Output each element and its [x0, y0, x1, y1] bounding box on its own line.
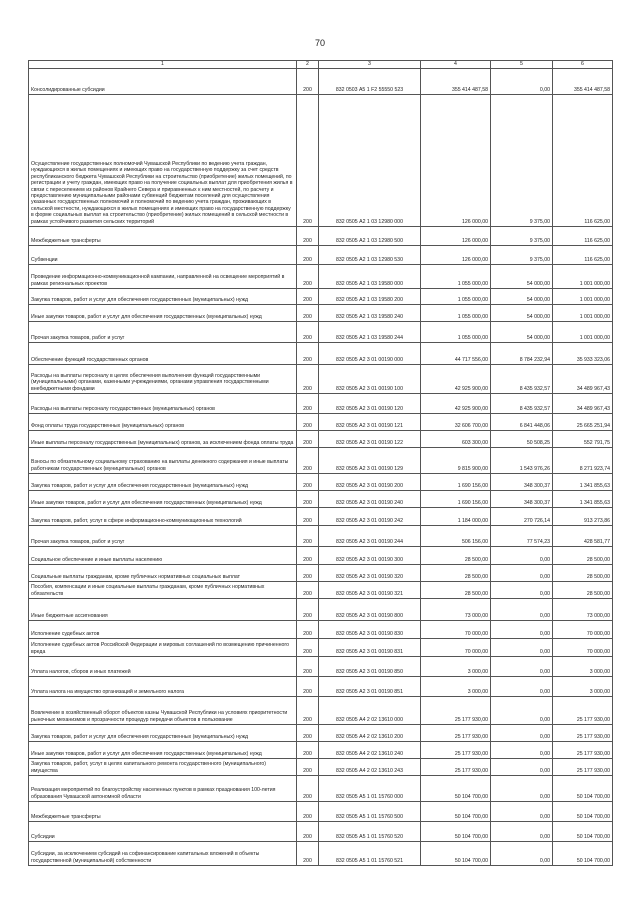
row-executed-cell: 8 435 932,57 — [491, 394, 553, 414]
row-executed-cell: 54 000,00 — [491, 322, 553, 343]
row-kbk-cell: 832 0505 А4 2 02 13610 200 — [319, 725, 421, 742]
row-name-cell: Закупка товаров, работ, услуг в целях капитального ремонта государственного (муниципального) имущества — [29, 759, 297, 776]
row-remainder-cell: 50 104 700,00 — [553, 842, 613, 866]
row-name-cell: Субсидии, за исключением субсидий на софинансирование капитальных вложений в объекты государственной (муниципальной) собственности — [29, 842, 297, 866]
row-code-cell: 200 — [297, 508, 319, 526]
row-code-cell: 200 — [297, 725, 319, 742]
row-plan-cell: 28 500,00 — [421, 582, 491, 599]
row-plan-cell: 126 000,00 — [421, 227, 491, 246]
table-row — [29, 474, 613, 491]
row-kbk-cell: 832 0505 А2 3 01 00190 851 — [319, 677, 421, 697]
header-cell: 1 — [29, 61, 297, 69]
row-name-cell: Субсидии — [29, 822, 297, 842]
row-name-cell: Уплата налогов, сборов и иных платежей — [29, 657, 297, 677]
row-executed-cell: 0,00 — [491, 582, 553, 599]
row-remainder-cell: 25 177 930,00 — [553, 697, 613, 725]
table-row — [29, 725, 613, 742]
row-kbk-cell: 832 0505 А2 3 01 00190 242 — [319, 508, 421, 526]
row-executed-cell: 50 508,25 — [491, 431, 553, 448]
row-remainder-cell: 73 000,00 — [553, 599, 613, 621]
row-remainder-cell: 25 177 930,00 — [553, 725, 613, 742]
row-remainder-cell: 1 341 855,63 — [553, 474, 613, 491]
row-executed-cell: 54 000,00 — [491, 265, 553, 289]
table-row — [29, 565, 613, 582]
row-code-cell: 200 — [297, 69, 319, 95]
row-code-cell: 200 — [297, 565, 319, 582]
row-plan-cell: 126 000,00 — [421, 95, 491, 227]
row-executed-cell: 0,00 — [491, 657, 553, 677]
row-kbk-cell: 832 0505 А2 1 03 19580 244 — [319, 322, 421, 343]
row-remainder-cell: 34 489 967,43 — [553, 394, 613, 414]
row-name-cell: Межбюджетные трансферты — [29, 227, 297, 246]
row-executed-cell: 0,00 — [491, 742, 553, 759]
row-plan-cell: 3 000,00 — [421, 657, 491, 677]
row-plan-cell: 42 925 900,00 — [421, 394, 491, 414]
table-row — [29, 508, 613, 526]
row-code-cell: 200 — [297, 759, 319, 776]
row-remainder-cell: 116 625,00 — [553, 246, 613, 265]
table-row — [29, 289, 613, 305]
row-code-cell: 200 — [297, 227, 319, 246]
table-row — [29, 491, 613, 508]
row-executed-cell: 77 574,23 — [491, 526, 553, 547]
row-remainder-cell: 28 500,00 — [553, 582, 613, 599]
row-remainder-cell: 1 001 000,00 — [553, 265, 613, 289]
table-row — [29, 742, 613, 759]
row-name-cell: Иные выплаты персоналу государственных (муниципальных) органов, за исключением фонда оплаты труда — [29, 431, 297, 448]
row-kbk-cell: 832 0505 А2 3 01 00190 830 — [319, 621, 421, 639]
row-executed-cell: 0,00 — [491, 599, 553, 621]
row-code-cell: 200 — [297, 657, 319, 677]
row-kbk-cell: 832 0505 А2 3 01 00190 831 — [319, 639, 421, 657]
table-row — [29, 414, 613, 431]
row-kbk-cell: 832 0505 А2 3 01 00190 300 — [319, 547, 421, 565]
row-plan-cell: 70 000,00 — [421, 621, 491, 639]
row-name-cell: Расходы на выплаты персоналу государственных (муниципальных) органов — [29, 394, 297, 414]
row-plan-cell: 603 300,00 — [421, 431, 491, 448]
row-executed-cell: 54 000,00 — [491, 289, 553, 305]
row-executed-cell: 54 000,00 — [491, 305, 553, 322]
row-remainder-cell: 1 341 855,63 — [553, 491, 613, 508]
row-remainder-cell: 35 933 323,06 — [553, 343, 613, 365]
row-code-cell: 200 — [297, 365, 319, 394]
row-plan-cell: 50 104 700,00 — [421, 776, 491, 802]
row-kbk-cell: 832 0505 А2 1 03 19580 240 — [319, 305, 421, 322]
row-executed-cell: 0,00 — [491, 639, 553, 657]
row-remainder-cell: 50 104 700,00 — [553, 802, 613, 822]
row-remainder-cell: 552 791,75 — [553, 431, 613, 448]
row-code-cell: 200 — [297, 431, 319, 448]
row-kbk-cell: 832 0505 А2 3 01 00190 244 — [319, 526, 421, 547]
header-cell: 2 — [297, 61, 319, 69]
row-executed-cell: 9 375,00 — [491, 227, 553, 246]
row-executed-cell: 348 300,37 — [491, 474, 553, 491]
row-code-cell: 200 — [297, 621, 319, 639]
row-code-cell: 200 — [297, 474, 319, 491]
table-row — [29, 776, 613, 802]
row-name-cell: Исполнение судебных актов Российской Федерации и мировых соглашений по возмещению причиненного вреда — [29, 639, 297, 657]
row-executed-cell: 0,00 — [491, 842, 553, 866]
row-plan-cell: 25 177 930,00 — [421, 759, 491, 776]
row-plan-cell: 25 177 930,00 — [421, 697, 491, 725]
table-row — [29, 697, 613, 725]
row-plan-cell: 32 606 700,00 — [421, 414, 491, 431]
row-executed-cell: 0,00 — [491, 725, 553, 742]
row-code-cell: 200 — [297, 394, 319, 414]
budget-table — [28, 60, 613, 866]
row-plan-cell: 50 104 700,00 — [421, 822, 491, 842]
row-kbk-cell: 832 0505 А5 1 01 15760 520 — [319, 822, 421, 842]
row-code-cell: 200 — [297, 526, 319, 547]
row-kbk-cell: 832 0503 А5 1 F2 55550 523 — [319, 69, 421, 95]
row-kbk-cell: 832 0505 А2 1 03 12980 000 — [319, 95, 421, 227]
row-code-cell: 200 — [297, 802, 319, 822]
row-name-cell: Консолидированные субсидии — [29, 69, 297, 95]
row-name-cell: Фонд оплаты труда государственных (муниципальных) органов — [29, 414, 297, 431]
row-name-cell: Реализация мероприятий по благоустройству населенных пунктов в рамках празднования 100-летия образования Чувашской автономной области — [29, 776, 297, 802]
row-kbk-cell: 832 0505 А4 2 02 13610 240 — [319, 742, 421, 759]
header-row — [29, 61, 613, 69]
table-row — [29, 802, 613, 822]
row-kbk-cell: 832 0505 А5 1 01 15760 500 — [319, 802, 421, 822]
row-kbk-cell: 832 0505 А2 1 03 12980 530 — [319, 246, 421, 265]
row-kbk-cell: 832 0505 А2 3 01 00190 100 — [319, 365, 421, 394]
row-remainder-cell: 1 001 000,00 — [553, 305, 613, 322]
row-executed-cell: 8 435 932,57 — [491, 365, 553, 394]
row-plan-cell: 3 000,00 — [421, 677, 491, 697]
row-remainder-cell: 70 000,00 — [553, 639, 613, 657]
row-name-cell: Осуществление государственных полномочий Чувашской Республики по ведению учета граждан, нуждающихся в жилых помещениях и имеющих право на государственную поддержку за счет средств республиканского бюджета Чувашской Республики на строительство (приобретение) жилых помещений, по регистрации и учету граждан, имеющих право на получение социальных выплат для приобретения жилья в связи с переселением из районов Крайнего Севера и приравненных к ним местностей, по расчету и предоставлению муниципальными районами субвенций бюджетам поселений для осуществления указанных государственных полномочий и полномочий по ведению учета граждан, проживающих в сельской местности, нуждающихся в жилых помещениях и имеющих право на государственную поддержку в форме социальных выплат на строительство (приобретение) жилых помещений в сельской местности в рамках устойчивого развития сельских территорий — [29, 95, 297, 227]
table-row — [29, 95, 613, 227]
header-cell: 4 — [421, 61, 491, 69]
table-row — [29, 365, 613, 394]
row-kbk-cell: 832 0505 А2 3 01 00190 240 — [319, 491, 421, 508]
row-kbk-cell: 832 0505 А4 2 02 13610 243 — [319, 759, 421, 776]
row-remainder-cell: 25 177 930,00 — [553, 759, 613, 776]
row-code-cell: 200 — [297, 322, 319, 343]
row-name-cell: Социальные выплаты гражданам, кроме публичных нормативных социальных выплат — [29, 565, 297, 582]
table-row — [29, 394, 613, 414]
row-plan-cell: 9 815 900,00 — [421, 448, 491, 474]
row-remainder-cell: 3 000,00 — [553, 677, 613, 697]
row-remainder-cell: 116 625,00 — [553, 95, 613, 227]
table-row — [29, 677, 613, 697]
row-name-cell: Проведение информационно-коммуникационной кампании, направленной на освещение мероприятий в рамках региональных проектов — [29, 265, 297, 289]
table-row — [29, 69, 613, 95]
row-name-cell: Закупка товаров, работ и услуг для обеспечения государственных (муниципальных) нужд — [29, 289, 297, 305]
row-executed-cell: 0,00 — [491, 776, 553, 802]
row-remainder-cell: 28 500,00 — [553, 565, 613, 582]
row-code-cell: 200 — [297, 677, 319, 697]
table-row — [29, 547, 613, 565]
row-plan-cell: 70 000,00 — [421, 639, 491, 657]
row-code-cell: 200 — [297, 742, 319, 759]
row-kbk-cell: 832 0505 А2 3 01 00190 120 — [319, 394, 421, 414]
table-row — [29, 246, 613, 265]
row-plan-cell: 1 055 000,00 — [421, 265, 491, 289]
row-name-cell: Субвенции — [29, 246, 297, 265]
row-code-cell: 200 — [297, 697, 319, 725]
row-remainder-cell: 3 000,00 — [553, 657, 613, 677]
table-row — [29, 842, 613, 866]
table-row — [29, 431, 613, 448]
row-executed-cell: 0,00 — [491, 621, 553, 639]
row-executed-cell: 0,00 — [491, 69, 553, 95]
row-remainder-cell: 25 665 251,94 — [553, 414, 613, 431]
row-kbk-cell: 832 0505 А2 3 01 00190 320 — [319, 565, 421, 582]
row-kbk-cell: 832 0505 А2 1 03 19580 000 — [319, 265, 421, 289]
row-code-cell: 200 — [297, 491, 319, 508]
row-name-cell: Пособия, компенсации и иные социальные выплаты гражданам, кроме публичных нормативных обязательств — [29, 582, 297, 599]
row-remainder-cell: 428 581,77 — [553, 526, 613, 547]
row-plan-cell: 25 177 930,00 — [421, 725, 491, 742]
row-plan-cell: 506 156,00 — [421, 526, 491, 547]
table-row — [29, 227, 613, 246]
table-row — [29, 621, 613, 639]
row-remainder-cell: 913 273,86 — [553, 508, 613, 526]
row-plan-cell: 126 000,00 — [421, 246, 491, 265]
row-executed-cell: 0,00 — [491, 565, 553, 582]
row-plan-cell: 73 000,00 — [421, 599, 491, 621]
row-name-cell: Иные закупки товаров, работ и услуг для обеспечения государственных (муниципальных) нужд — [29, 491, 297, 508]
row-plan-cell: 1 690 156,00 — [421, 491, 491, 508]
page-number: 70 — [314, 38, 325, 48]
row-kbk-cell: 832 0505 А2 3 01 00190 000 — [319, 343, 421, 365]
row-executed-cell: 9 375,00 — [491, 95, 553, 227]
row-remainder-cell: 28 500,00 — [553, 547, 613, 565]
row-code-cell: 200 — [297, 289, 319, 305]
row-executed-cell: 0,00 — [491, 822, 553, 842]
row-code-cell: 200 — [297, 95, 319, 227]
row-code-cell: 200 — [297, 547, 319, 565]
row-code-cell: 200 — [297, 246, 319, 265]
table-row — [29, 639, 613, 657]
row-plan-cell: 1 055 000,00 — [421, 322, 491, 343]
row-executed-cell: 348 300,37 — [491, 491, 553, 508]
row-executed-cell: 0,00 — [491, 759, 553, 776]
row-remainder-cell: 1 001 000,00 — [553, 289, 613, 305]
header-cell: 5 — [491, 61, 553, 69]
row-kbk-cell: 832 0505 А2 3 01 00190 321 — [319, 582, 421, 599]
row-name-cell: Закупка товаров, работ, услуг в сфере информационно-коммуникационных технологий — [29, 508, 297, 526]
table-row — [29, 343, 613, 365]
row-code-cell: 200 — [297, 599, 319, 621]
row-remainder-cell: 116 625,00 — [553, 227, 613, 246]
table-row — [29, 822, 613, 842]
row-executed-cell: 8 784 232,94 — [491, 343, 553, 365]
row-plan-cell: 50 104 700,00 — [421, 842, 491, 866]
table-row — [29, 305, 613, 322]
row-remainder-cell: 25 177 930,00 — [553, 742, 613, 759]
row-executed-cell: 270 726,14 — [491, 508, 553, 526]
row-name-cell: Взносы по обязательному социальному страхованию на выплаты денежного содержания и иные выплаты работникам государственных (муниципальных) органов — [29, 448, 297, 474]
row-name-cell: Уплата налога на имущество организаций и земельного налога — [29, 677, 297, 697]
row-name-cell: Закупка товаров, работ и услуг для обеспечения государственных (муниципальных) нужд — [29, 725, 297, 742]
row-name-cell: Расходы на выплаты персоналу в целях обеспечения выполнения функций государственными (муниципальными) органами, казенными учреждениями, органами управления государственными внебюджетными фондами — [29, 365, 297, 394]
row-kbk-cell: 832 0505 А2 3 01 00190 800 — [319, 599, 421, 621]
row-kbk-cell: 832 0505 А2 3 01 00190 122 — [319, 431, 421, 448]
header-cell: 3 — [319, 61, 421, 69]
row-remainder-cell: 34 489 967,43 — [553, 365, 613, 394]
row-plan-cell: 1 184 000,00 — [421, 508, 491, 526]
row-name-cell: Исполнение судебных актов — [29, 621, 297, 639]
row-remainder-cell: 1 001 000,00 — [553, 322, 613, 343]
row-kbk-cell: 832 0505 А2 3 01 00190 850 — [319, 657, 421, 677]
row-code-cell: 200 — [297, 639, 319, 657]
row-executed-cell: 0,00 — [491, 677, 553, 697]
row-plan-cell: 42 925 900,00 — [421, 365, 491, 394]
table-row — [29, 759, 613, 776]
row-executed-cell: 0,00 — [491, 547, 553, 565]
row-code-cell: 200 — [297, 582, 319, 599]
row-plan-cell: 1 690 156,00 — [421, 474, 491, 491]
row-executed-cell: 6 841 448,06 — [491, 414, 553, 431]
row-plan-cell: 28 500,00 — [421, 565, 491, 582]
row-kbk-cell: 832 0505 А2 3 01 00190 121 — [319, 414, 421, 431]
row-plan-cell: 28 500,00 — [421, 547, 491, 565]
row-plan-cell: 1 055 000,00 — [421, 289, 491, 305]
row-code-cell: 200 — [297, 343, 319, 365]
row-kbk-cell: 832 0505 А2 3 01 00190 200 — [319, 474, 421, 491]
row-kbk-cell: 832 0505 А5 1 01 15760 000 — [319, 776, 421, 802]
row-name-cell: Обеспечение функций государственных органов — [29, 343, 297, 365]
row-executed-cell: 0,00 — [491, 802, 553, 822]
row-executed-cell: 9 375,00 — [491, 246, 553, 265]
header-cell: 6 — [553, 61, 613, 69]
row-name-cell: Закупка товаров, работ и услуг для обеспечения государственных (муниципальных) нужд — [29, 474, 297, 491]
table-row — [29, 322, 613, 343]
table-row — [29, 265, 613, 289]
row-kbk-cell: 832 0505 А5 1 01 15760 521 — [319, 842, 421, 866]
row-kbk-cell: 832 0505 А2 1 03 12980 500 — [319, 227, 421, 246]
row-plan-cell: 25 177 930,00 — [421, 742, 491, 759]
row-name-cell: Социальное обеспечение и иные выплаты населению — [29, 547, 297, 565]
row-code-cell: 200 — [297, 822, 319, 842]
row-remainder-cell: 8 271 923,74 — [553, 448, 613, 474]
row-name-cell: Межбюджетные трансферты — [29, 802, 297, 822]
row-remainder-cell: 50 104 700,00 — [553, 776, 613, 802]
row-name-cell: Вовлечение в хозяйственный оборот объектов казны Чувашской Республики на условиях приоритетности рыночных механизмов и прозрачности процедур передачи объектов в пользование — [29, 697, 297, 725]
row-remainder-cell: 70 000,00 — [553, 621, 613, 639]
row-executed-cell: 1 543 976,26 — [491, 448, 553, 474]
row-name-cell: Иные бюджетные ассигнования — [29, 599, 297, 621]
row-kbk-cell: 832 0505 А2 1 03 19580 200 — [319, 289, 421, 305]
table-row — [29, 657, 613, 677]
row-code-cell: 200 — [297, 305, 319, 322]
row-remainder-cell: 355 414 487,58 — [553, 69, 613, 95]
row-name-cell: Прочая закупка товаров, работ и услуг — [29, 322, 297, 343]
row-plan-cell: 50 104 700,00 — [421, 802, 491, 822]
row-code-cell: 200 — [297, 842, 319, 866]
row-name-cell: Прочая закупка товаров, работ и услуг — [29, 526, 297, 547]
row-code-cell: 200 — [297, 414, 319, 431]
row-plan-cell: 44 717 556,00 — [421, 343, 491, 365]
table-row — [29, 582, 613, 599]
row-name-cell: Иные закупки товаров, работ и услуг для обеспечения государственных (муниципальных) нужд — [29, 742, 297, 759]
row-code-cell: 200 — [297, 776, 319, 802]
row-code-cell: 200 — [297, 265, 319, 289]
table-row — [29, 448, 613, 474]
row-plan-cell: 1 055 000,00 — [421, 305, 491, 322]
row-kbk-cell: 832 0505 А2 3 01 00190 129 — [319, 448, 421, 474]
table-row — [29, 526, 613, 547]
row-executed-cell: 0,00 — [491, 697, 553, 725]
row-kbk-cell: 832 0505 А4 2 02 13610 000 — [319, 697, 421, 725]
row-name-cell: Иные закупки товаров, работ и услуг для обеспечения государственных (муниципальных) нужд — [29, 305, 297, 322]
row-remainder-cell: 50 104 700,00 — [553, 822, 613, 842]
row-code-cell: 200 — [297, 448, 319, 474]
table-row — [29, 599, 613, 621]
row-plan-cell: 355 414 487,58 — [421, 69, 491, 95]
